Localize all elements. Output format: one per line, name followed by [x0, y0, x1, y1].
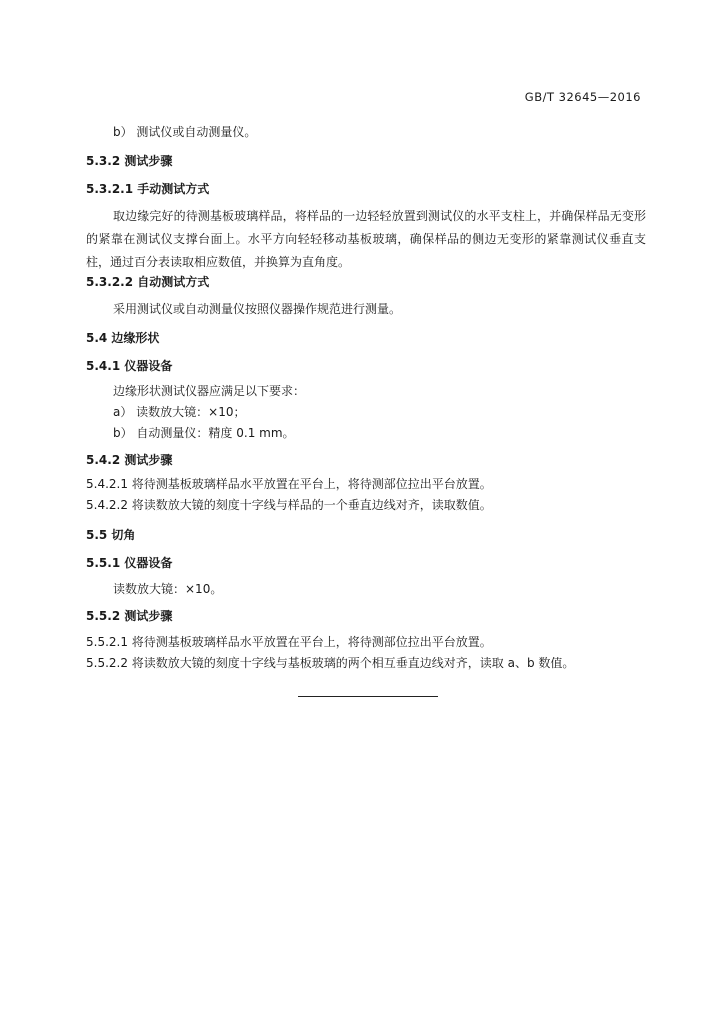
section-5-5-1-heading: 5.5.1 仪器设备: [86, 556, 173, 570]
paragraph-manual-test: 取边缘完好的待测基板玻璃样品，将样品的一边轻轻放置到测试仪的水平支柱上，并确保样品无变形的紧靠在测试仪支撑台面上。水平方向轻轻移动基板玻璃，确保样品的侧边无变形的紧靠测试仪垂直支柱，通过百分表读取相应数值，并换算为直角度。: [86, 209, 646, 269]
paragraph-corner-magnifier: 读数放大镜：×10。: [113, 582, 223, 596]
step-5-4-2-2: 5.4.2.2 将读数放大镜的刻度十字线与样品的一个垂直边线对齐，读取数值。: [86, 498, 492, 512]
section-5-4-heading: 5.4 边缘形状: [86, 331, 160, 345]
section-5-3-2-2-heading: 5.3.2.2 自动测试方式: [86, 275, 210, 289]
section-5-5-heading: 5.5 切角: [86, 528, 136, 542]
section-5-5-2-heading: 5.5.2 测试步骤: [86, 609, 173, 623]
end-rule: [298, 696, 438, 697]
list-item-b: b） 测试仪或自动测量仪。: [113, 125, 257, 139]
section-5-3-2-heading: 5.3.2 测试步骤: [86, 154, 173, 168]
step-5-5-2-2: 5.5.2.2 将读数放大镜的刻度十字线与基板玻璃的两个相互垂直边线对齐，读取 a、b 数值。: [86, 656, 575, 670]
step-5-5-2-1: 5.5.2.1 将待测基板玻璃样品水平放置在平台上，将待测部位拉出平台放置。: [86, 635, 492, 649]
section-5-4-2-heading: 5.4.2 测试步骤: [86, 453, 173, 467]
paragraph-edge-requirements: 边缘形状测试仪器应满足以下要求：: [113, 384, 306, 398]
section-5-3-2-1-heading: 5.3.2.1 手动测试方式: [86, 182, 210, 196]
section-5-4-1-heading: 5.4.1 仪器设备: [86, 359, 173, 373]
list-item-a-magnifier: a） 读数放大镜：×10；: [113, 405, 246, 419]
list-item-b-auto-gauge: b） 自动测量仪：精度 0.1 mm。: [113, 426, 295, 440]
paragraph-auto-test: 采用测试仪或自动测量仪按照仪器操作规范进行测量。: [113, 302, 402, 316]
step-5-4-2-1: 5.4.2.1 将待测基板玻璃样品水平放置在平台上，将待测部位拉出平台放置。: [86, 477, 492, 491]
standard-code: GB/T 32645—2016: [524, 90, 641, 104]
